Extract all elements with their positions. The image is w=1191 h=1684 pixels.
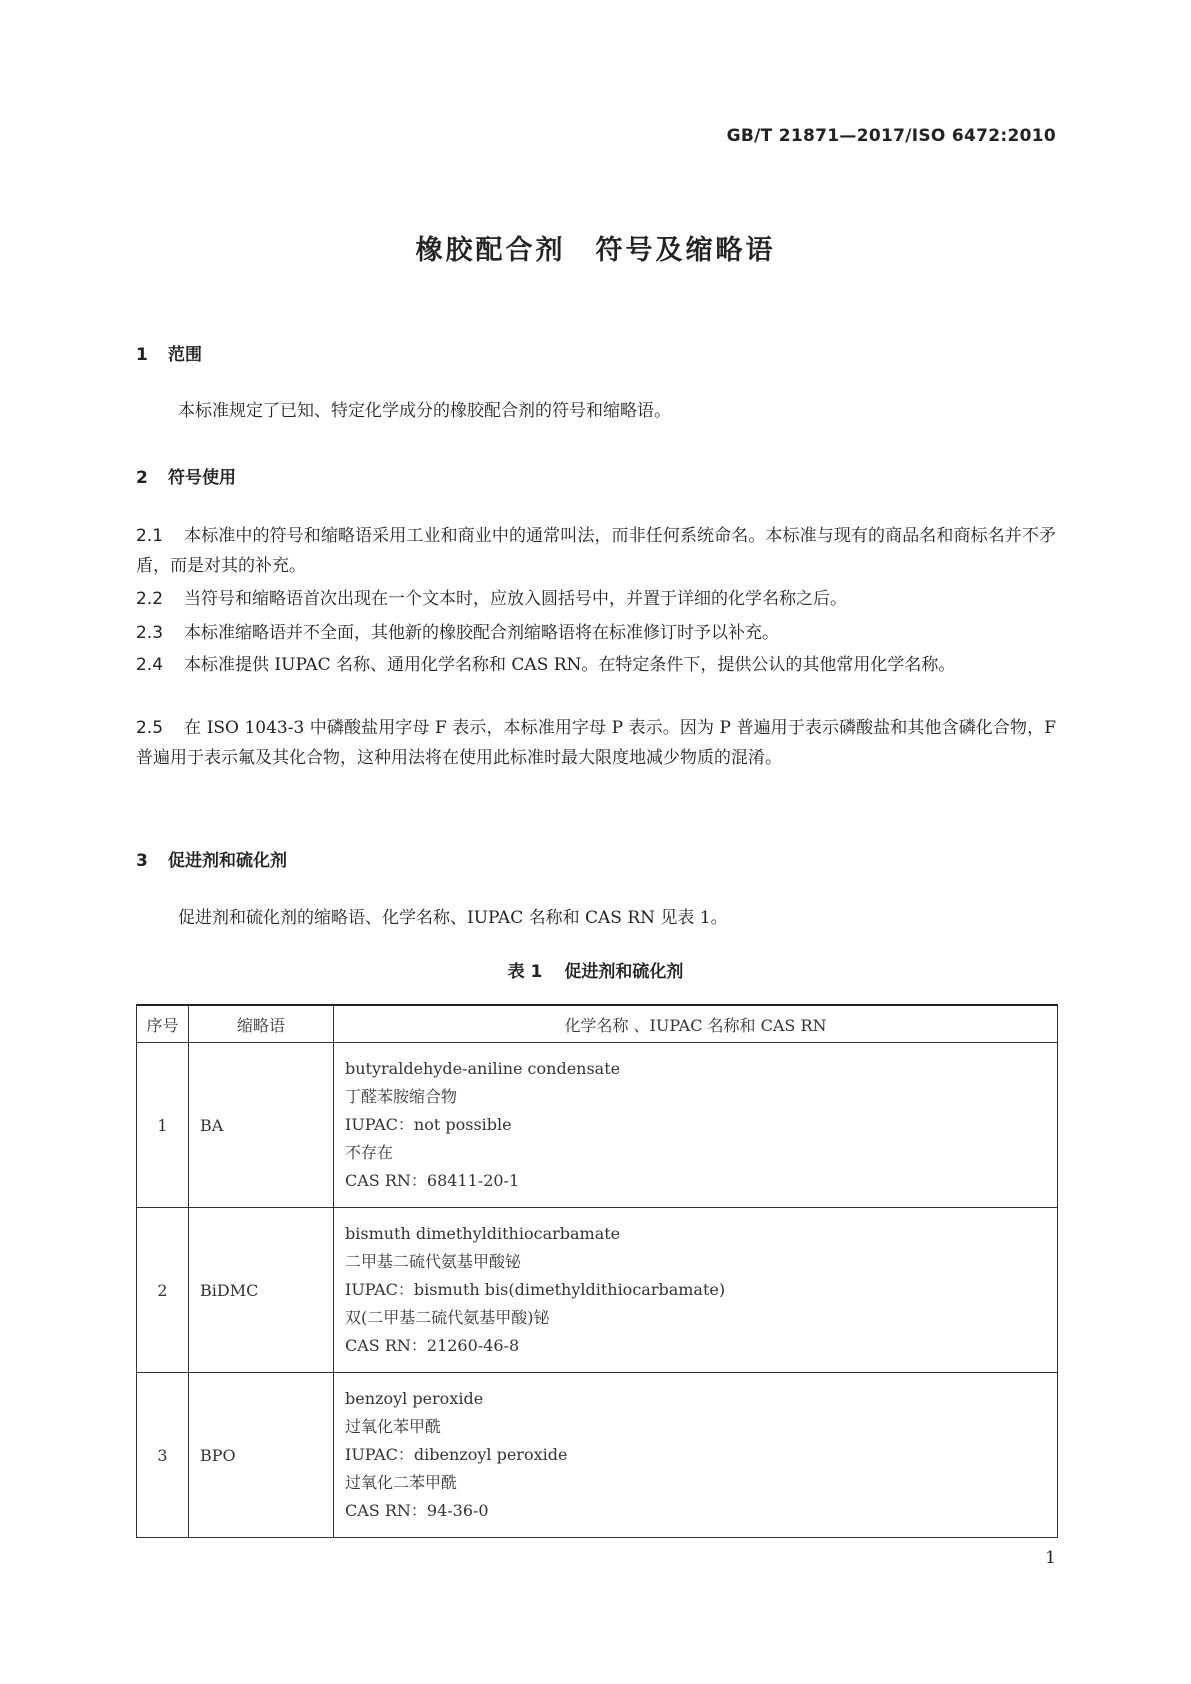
section-1-text: 本标准规定了已知、特定化学成分的橡胶配合剂的符号和缩略语。 xyxy=(178,401,671,421)
table-caption xyxy=(0,957,1191,982)
clause-number: 2.4 xyxy=(136,655,164,675)
header-no: 序号 xyxy=(137,1005,189,1043)
clause-2-4 xyxy=(136,650,1056,680)
chemical-name: benzoyl peroxide xyxy=(345,1389,484,1408)
table-row xyxy=(137,1043,1058,1208)
section-number: 3 xyxy=(136,851,148,871)
clause-text: 当符号和缩略语首次出现在一个文本时，应放入圆括号中，并置于详细的化学名称之后。 xyxy=(184,589,847,609)
page-number: 1 xyxy=(1045,1548,1056,1568)
compounds-table xyxy=(136,1004,1058,1538)
section-number: 1 xyxy=(136,345,148,365)
clause-number: 2.2 xyxy=(136,589,164,609)
table-row xyxy=(137,1208,1058,1373)
section-title: 范围 xyxy=(168,345,202,365)
chemical-name: bismuth dimethyldithiocarbamate xyxy=(345,1224,621,1243)
clause-2-1 xyxy=(136,521,1056,581)
row-number: 2 xyxy=(137,1208,189,1373)
section-number: 2 xyxy=(136,468,148,488)
clause-text: 在 ISO 1043-3 中磷酸盐用字母 F 表示，本标准用字母 P 表示。因为 P 普遍用于表示磷酸盐和其他含磷化合物，F 普遍用于表示氟及其化合物，这种用法将在使用此标准时最大限度地减少物质的混淆。 xyxy=(136,718,1056,768)
chemical-name-cn: 丁醛苯胺缩合物 xyxy=(345,1087,458,1106)
row-number: 3 xyxy=(137,1373,189,1538)
clause-2-3 xyxy=(136,618,1056,648)
section-title: 符号使用 xyxy=(168,468,236,488)
clause-text: 本标准提供 IUPAC 名称、通用化学名称和 CAS RN。在特定条件下，提供公认的其他常用化学名称。 xyxy=(184,655,956,675)
header-names: 化学名称 、IUPAC 名称和 CAS RN xyxy=(334,1005,1058,1043)
cas-rn: CAS RN：94-36-0 xyxy=(345,1501,489,1520)
iupac-name-cn: 过氧化二苯甲酰 xyxy=(345,1473,458,1492)
clause-2-5 xyxy=(136,713,1056,773)
section-title: 促进剂和硫化剂 xyxy=(168,851,287,871)
section-1-heading xyxy=(136,340,202,365)
clause-text: 本标准缩略语并不全面，其他新的橡胶配合剂缩略语将在标准修订时予以补充。 xyxy=(184,623,779,643)
table-title: 促进剂和硫化剂 xyxy=(564,962,684,982)
clause-text: 本标准中的符号和缩略语采用工业和商业中的通常叫法，而非任何系统命名。本标准与现有的商品名和商标名并不矛盾，而是对其的补充。 xyxy=(136,526,1056,576)
cas-rn: CAS RN：68411-20-1 xyxy=(345,1171,520,1190)
chemical-name-cn: 过氧化苯甲酰 xyxy=(345,1417,442,1436)
clause-number: 2.3 xyxy=(136,623,164,643)
iupac-name: IUPAC：dibenzoyl peroxide xyxy=(345,1445,568,1464)
row-names xyxy=(334,1373,1058,1538)
table-header-row xyxy=(137,1005,1058,1043)
chemical-name-cn: 二甲基二硫代氨基甲酸铋 xyxy=(345,1252,522,1271)
iupac-name-cn: 双(二甲基二硫代氨基甲酸)铋 xyxy=(345,1308,550,1327)
row-abbreviation: BiDMC xyxy=(189,1208,334,1373)
section-3-heading xyxy=(136,846,287,871)
clause-2-2 xyxy=(136,584,1056,614)
table-row xyxy=(137,1373,1058,1538)
clause-number: 2.1 xyxy=(136,526,164,546)
iupac-name-cn: 不存在 xyxy=(345,1143,394,1162)
cas-rn: CAS RN：21260-46-8 xyxy=(345,1336,520,1355)
row-abbreviation: BA xyxy=(189,1043,334,1208)
row-names xyxy=(334,1208,1058,1373)
header-abbr: 缩略语 xyxy=(189,1005,334,1043)
document-title: 橡胶配合剂 符号及缩略语 xyxy=(415,235,776,266)
iupac-name: IUPAC：not possible xyxy=(345,1115,512,1134)
row-names xyxy=(334,1043,1058,1208)
iupac-name: IUPAC：bismuth bis(dimethyldithiocarbamate) xyxy=(345,1280,726,1299)
standard-code: GB/T 21871—2017/ISO 6472:2010 xyxy=(726,126,1056,146)
row-number: 1 xyxy=(137,1043,189,1208)
table-number: 表 1 xyxy=(507,962,543,982)
clause-number: 2.5 xyxy=(136,718,164,738)
chemical-name: butyraldehyde-aniline condensate xyxy=(345,1059,621,1078)
section-3-text: 促进剂和硫化剂的缩略语、化学名称、IUPAC 名称和 CAS RN 见表 1。 xyxy=(178,908,728,928)
section-2-heading xyxy=(136,463,236,488)
row-abbreviation: BPO xyxy=(189,1373,334,1538)
